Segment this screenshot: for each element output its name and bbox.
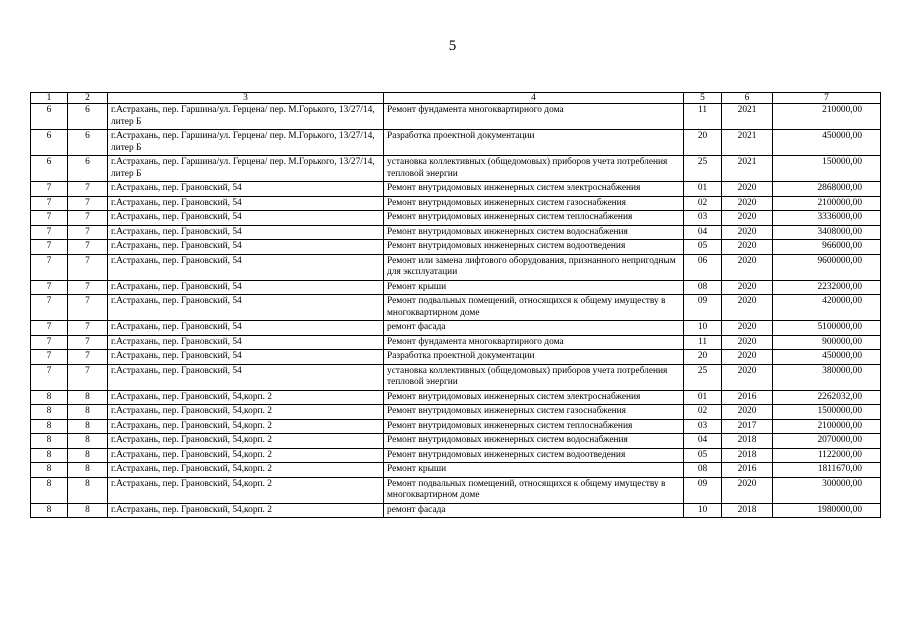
cost-cell: 900000,00: [773, 335, 881, 350]
row-number-cell: 7: [31, 225, 68, 240]
row-number-cell: 8: [31, 448, 68, 463]
house-number-cell: 7: [68, 240, 108, 255]
row-number-cell: 8: [31, 405, 68, 420]
work-code-cell: 01: [684, 182, 722, 197]
work-code-cell: 04: [684, 434, 722, 449]
work-type-cell: Ремонт внутридомовых инженерных систем водоснабжения: [384, 225, 684, 240]
cost-cell: 2868000,00: [773, 182, 881, 197]
row-number-cell: 8: [31, 434, 68, 449]
address-cell: г.Астрахань, пер. Грановский, 54: [108, 211, 384, 226]
work-code-cell: 03: [684, 211, 722, 226]
row-number-cell: 7: [31, 364, 68, 390]
cost-cell: 450000,00: [773, 350, 881, 365]
work-code-cell: 09: [684, 295, 722, 321]
address-cell: г.Астрахань, пер. Гаршина/ул. Герцена/ пер. М.Горького, 13/27/14, литер Б: [108, 156, 384, 182]
year-cell: 2020: [722, 196, 773, 211]
address-cell: г.Астрахань, пер. Грановский, 54: [108, 335, 384, 350]
table-row: [31, 463, 881, 478]
work-code-cell: 05: [684, 448, 722, 463]
address-cell: г.Астрахань, пер. Грановский, 54: [108, 280, 384, 295]
table-row: [31, 448, 881, 463]
cost-cell: 2100000,00: [773, 196, 881, 211]
table-body: [31, 104, 881, 518]
table-row: [31, 156, 881, 182]
house-number-cell: 6: [68, 104, 108, 130]
page-number: 5: [448, 38, 457, 54]
work-code-cell: 06: [684, 254, 722, 280]
row-number-cell: 7: [31, 295, 68, 321]
address-cell: г.Астрахань, пер. Грановский, 54: [108, 350, 384, 365]
work-code-cell: 20: [684, 350, 722, 365]
year-cell: 2021: [722, 104, 773, 130]
table-row: [31, 196, 881, 211]
row-number-cell: 8: [31, 463, 68, 478]
year-cell: 2020: [722, 321, 773, 336]
row-number-cell: 6: [31, 156, 68, 182]
row-number-cell: 7: [31, 182, 68, 197]
address-cell: г.Астрахань, пер. Грановский, 54: [108, 321, 384, 336]
work-type-cell: Ремонт подвальных помещений, относящихся к общему имуществу в многоквартирном доме: [384, 477, 684, 503]
cost-cell: 9600000,00: [773, 254, 881, 280]
address-cell: г.Астрахань, пер. Грановский, 54: [108, 254, 384, 280]
work-type-cell: Ремонт крыши: [384, 280, 684, 295]
year-cell: 2020: [722, 350, 773, 365]
work-code-cell: 02: [684, 196, 722, 211]
address-cell: г.Астрахань, пер. Грановский, 54,корп. 2: [108, 463, 384, 478]
address-cell: г.Астрахань, пер. Грановский, 54,корп. 2: [108, 405, 384, 420]
year-cell: 2020: [722, 364, 773, 390]
table-row: [31, 104, 881, 130]
table-row: [31, 405, 881, 420]
work-type-cell: Ремонт внутридомовых инженерных систем электроснабжения: [384, 390, 684, 405]
row-number-cell: 7: [31, 240, 68, 255]
year-cell: 2020: [722, 295, 773, 321]
house-number-cell: 8: [68, 405, 108, 420]
work-code-cell: 11: [684, 104, 722, 130]
row-number-cell: 7: [31, 196, 68, 211]
address-cell: г.Астрахань, пер. Грановский, 54,корп. 2: [108, 503, 384, 518]
table-row: [31, 390, 881, 405]
cost-cell: 300000,00: [773, 477, 881, 503]
work-type-cell: ремонт фасада: [384, 321, 684, 336]
table-row: [31, 182, 881, 197]
work-type-cell: установка коллективных (общедомовых) приборов учета потребления тепловой энергии: [384, 156, 684, 182]
house-number-cell: 8: [68, 419, 108, 434]
address-cell: г.Астрахань, пер. Грановский, 54,корп. 2: [108, 448, 384, 463]
house-number-cell: 8: [68, 390, 108, 405]
cost-cell: 2070000,00: [773, 434, 881, 449]
house-number-cell: 7: [68, 182, 108, 197]
year-cell: 2018: [722, 448, 773, 463]
table-row: [31, 225, 881, 240]
header-cell: 2: [68, 93, 108, 104]
work-type-cell: Ремонт внутридомовых инженерных систем водоотведения: [384, 448, 684, 463]
header-cell: 5: [684, 93, 722, 104]
cost-cell: 3408000,00: [773, 225, 881, 240]
row-number-cell: 8: [31, 390, 68, 405]
header-cell: 1: [31, 93, 68, 104]
house-number-cell: 6: [68, 130, 108, 156]
year-cell: 2016: [722, 463, 773, 478]
year-cell: 2021: [722, 130, 773, 156]
table-row: [31, 350, 881, 365]
table-row: [31, 364, 881, 390]
address-cell: г.Астрахань, пер. Грановский, 54: [108, 240, 384, 255]
row-number-cell: 7: [31, 350, 68, 365]
house-number-cell: 8: [68, 463, 108, 478]
house-number-cell: 7: [68, 196, 108, 211]
work-code-cell: 09: [684, 477, 722, 503]
work-code-cell: 08: [684, 280, 722, 295]
address-cell: г.Астрахань, пер. Гаршина/ул. Герцена/ пер. М.Горького, 13/27/14, литер Б: [108, 130, 384, 156]
address-cell: г.Астрахань, пер. Грановский, 54: [108, 182, 384, 197]
header-cell: 3: [108, 93, 384, 104]
house-number-cell: 7: [68, 225, 108, 240]
work-code-cell: 08: [684, 463, 722, 478]
work-code-cell: 04: [684, 225, 722, 240]
work-code-cell: 11: [684, 335, 722, 350]
year-cell: 2020: [722, 280, 773, 295]
house-number-cell: 8: [68, 503, 108, 518]
year-cell: 2020: [722, 211, 773, 226]
header-cell: 4: [384, 93, 684, 104]
work-code-cell: 10: [684, 503, 722, 518]
cost-cell: 2262032,00: [773, 390, 881, 405]
year-cell: 2020: [722, 254, 773, 280]
work-code-cell: 01: [684, 390, 722, 405]
cost-cell: 2100000,00: [773, 419, 881, 434]
address-cell: г.Астрахань, пер. Грановский, 54,корп. 2: [108, 390, 384, 405]
work-type-cell: Ремонт фундамента многоквартирного дома: [384, 104, 684, 130]
cost-cell: 380000,00: [773, 364, 881, 390]
row-number-cell: 7: [31, 211, 68, 226]
table-row: [31, 254, 881, 280]
cost-cell: 5100000,00: [773, 321, 881, 336]
row-number-cell: 7: [31, 280, 68, 295]
table-row: [31, 211, 881, 226]
year-cell: 2020: [722, 477, 773, 503]
house-number-cell: 7: [68, 254, 108, 280]
house-number-cell: 7: [68, 295, 108, 321]
house-number-cell: 7: [68, 211, 108, 226]
work-type-cell: Ремонт внутридомовых инженерных систем теплоснабжения: [384, 211, 684, 226]
house-number-cell: 8: [68, 477, 108, 503]
table-row: [31, 240, 881, 255]
cost-cell: 1122000,00: [773, 448, 881, 463]
cost-cell: 3336000,00: [773, 211, 881, 226]
house-number-cell: 7: [68, 321, 108, 336]
table-row: [31, 295, 881, 321]
cost-cell: 150000,00: [773, 156, 881, 182]
table-row: [31, 335, 881, 350]
work-type-cell: Ремонт фундамента многоквартирного дома: [384, 335, 684, 350]
house-number-cell: 7: [68, 350, 108, 365]
work-type-cell: Ремонт подвальных помещений, относящихся к общему имуществу в многоквартирном доме: [384, 295, 684, 321]
header-cell: 6: [722, 93, 773, 104]
work-type-cell: установка коллективных (общедомовых) приборов учета потребления тепловой энергии: [384, 364, 684, 390]
row-number-cell: 6: [31, 130, 68, 156]
work-type-cell: ремонт фасада: [384, 503, 684, 518]
year-cell: 2020: [722, 240, 773, 255]
house-number-cell: 7: [68, 364, 108, 390]
house-number-cell: 7: [68, 280, 108, 295]
work-type-cell: Ремонт внутридомовых инженерных систем теплоснабжения: [384, 419, 684, 434]
work-type-cell: Ремонт внутридомовых инженерных систем водоотведения: [384, 240, 684, 255]
row-number-cell: 6: [31, 104, 68, 130]
table-row: [31, 321, 881, 336]
address-cell: г.Астрахань, пер. Грановский, 54,корп. 2: [108, 434, 384, 449]
address-cell: г.Астрахань, пер. Грановский, 54,корп. 2: [108, 477, 384, 503]
house-number-cell: 6: [68, 156, 108, 182]
year-cell: 2021: [722, 156, 773, 182]
work-code-cell: 03: [684, 419, 722, 434]
work-code-cell: 10: [684, 321, 722, 336]
year-cell: 2018: [722, 434, 773, 449]
year-cell: 2020: [722, 335, 773, 350]
address-cell: г.Астрахань, пер. Грановский, 54,корп. 2: [108, 419, 384, 434]
table-row: [31, 503, 881, 518]
work-type-cell: Разработка проектной документации: [384, 130, 684, 156]
work-code-cell: 02: [684, 405, 722, 420]
table-header-row: [31, 93, 881, 104]
work-code-cell: 25: [684, 156, 722, 182]
table-row: [31, 434, 881, 449]
cost-cell: 450000,00: [773, 130, 881, 156]
year-cell: 2020: [722, 225, 773, 240]
address-cell: г.Астрахань, пер. Грановский, 54: [108, 225, 384, 240]
work-type-cell: Разработка проектной документации: [384, 350, 684, 365]
work-type-cell: Ремонт внутридомовых инженерных систем водоснабжения: [384, 434, 684, 449]
work-code-cell: 20: [684, 130, 722, 156]
row-number-cell: 7: [31, 254, 68, 280]
row-number-cell: 7: [31, 321, 68, 336]
repair-schedule-table: [30, 92, 881, 518]
header-cell: 7: [773, 93, 881, 104]
table-row: [31, 130, 881, 156]
row-number-cell: 8: [31, 503, 68, 518]
house-number-cell: 7: [68, 335, 108, 350]
table-row: [31, 280, 881, 295]
address-cell: г.Астрахань, пер. Грановский, 54: [108, 295, 384, 321]
cost-cell: 2232000,00: [773, 280, 881, 295]
address-cell: г.Астрахань, пер. Грановский, 54: [108, 196, 384, 211]
year-cell: 2018: [722, 503, 773, 518]
work-code-cell: 25: [684, 364, 722, 390]
cost-cell: 1500000,00: [773, 405, 881, 420]
house-number-cell: 8: [68, 434, 108, 449]
row-number-cell: 7: [31, 335, 68, 350]
year-cell: 2017: [722, 419, 773, 434]
work-type-cell: Ремонт внутридомовых инженерных систем газоснабжения: [384, 196, 684, 211]
row-number-cell: 8: [31, 477, 68, 503]
table-row: [31, 419, 881, 434]
year-cell: 2020: [722, 182, 773, 197]
work-type-cell: Ремонт внутридомовых инженерных систем электроснабжения: [384, 182, 684, 197]
address-cell: г.Астрахань, пер. Грановский, 54: [108, 364, 384, 390]
cost-cell: 966000,00: [773, 240, 881, 255]
work-type-cell: Ремонт или замена лифтового оборудования, признанного непригодным для эксплуатации: [384, 254, 684, 280]
work-type-cell: Ремонт внутридомовых инженерных систем газоснабжения: [384, 405, 684, 420]
year-cell: 2016: [722, 390, 773, 405]
cost-cell: 1980000,00: [773, 503, 881, 518]
house-number-cell: 8: [68, 448, 108, 463]
row-number-cell: 8: [31, 419, 68, 434]
address-cell: г.Астрахань, пер. Гаршина/ул. Герцена/ пер. М.Горького, 13/27/14, литер Б: [108, 104, 384, 130]
table-row: [31, 477, 881, 503]
work-code-cell: 05: [684, 240, 722, 255]
cost-cell: 210000,00: [773, 104, 881, 130]
cost-cell: 1811670,00: [773, 463, 881, 478]
cost-cell: 420000,00: [773, 295, 881, 321]
work-type-cell: Ремонт крыши: [384, 463, 684, 478]
year-cell: 2020: [722, 405, 773, 420]
